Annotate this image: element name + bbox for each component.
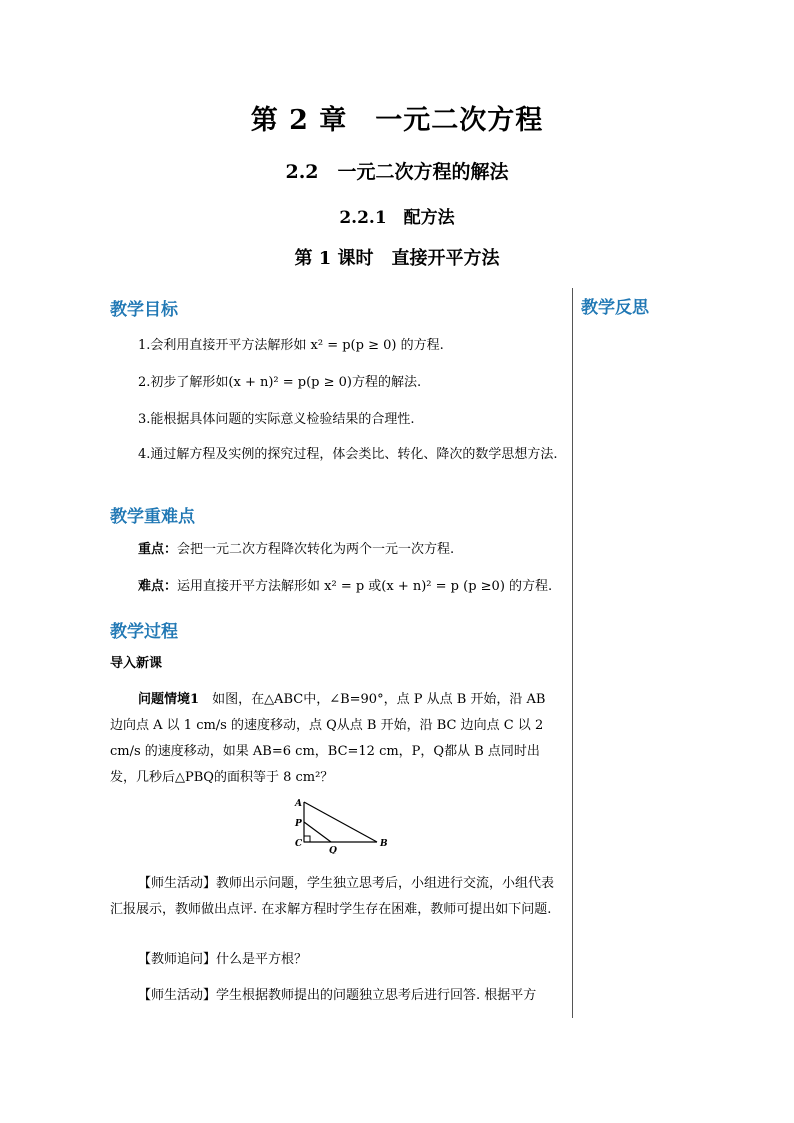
intro-title: 导入新课 [110,656,163,671]
key-points-heading: 教学重难点 [110,507,195,527]
label-c: C [295,839,303,849]
difficult-label: 难点： [138,579,178,594]
activity-1: 【师生活动】教师出示问题，学生独立思考后，小组进行交流，小组代表汇报展示，教师做出点评. 在求解方程时学生存在困难，教师可提出如下问题. [110,876,555,917]
process-heading: 教学过程 [110,622,178,642]
difficult-text: 运用直接开平方法解形如 x² = p 或(x + n)² = p (p ≥0) 的方程. [177,579,553,594]
goal-item-3: 3.能根据具体问题的实际意义检验结果的合理性. [138,412,415,427]
goal-item-1: 1.会利用直接开平方法解形如 x² = p(p ≥ 0) 的方程. [138,338,444,353]
label-b: B [380,839,388,849]
goals-heading: 教学目标 [110,300,178,320]
label-q: Q [329,846,337,854]
label-p: P [295,819,302,829]
problem-text: 如图，在△ABC中，∠B=90°，点 P 从点 B 开始，沿 AB 边向点 A 以 1 cm/s 的速度移动，点 Q从点 B 开始，沿 BC 边向点 C 以 2 cm/s 的速度移动，如果 AB=6 cm，BC=12 cm，P，Q都从 B 点同时出发，几秒后△PBQ的面积等于 8 cm²？ [110,692,546,785]
label-a: A [295,799,302,809]
problem-label: 问题情境1 [138,692,200,707]
key-point [110,537,562,563]
teacher-question: 【教师追问】什么是平方根？ [138,952,308,967]
goal-item-2: 2.初步了解形如(x + n)² = p(p ≥ 0)方程的解法. [138,375,422,390]
difficult-point [110,574,562,600]
triangle-figure [292,798,392,854]
main-column [110,288,572,1018]
lesson-title: 第 1 课时 直接开平方法 [294,248,500,269]
key-label: 重点： [138,542,178,557]
subsection-title: 2.2.1 配方法 [339,208,455,228]
reflection-heading: 教学反思 [581,298,649,318]
section-title: 2.2 一元二次方程的解法 [285,161,509,183]
problem-situation [110,687,562,791]
activity-2: 【师生活动】学生根据教师提出的问题独立思考后进行回答. 根据平方 [138,988,537,1003]
chapter-title: 第 2 章 一元二次方程 [250,105,544,136]
key-text: 会把一元二次方程降次转化为两个一元一次方程. [177,542,455,557]
goal-item-4: 4.通过解方程及实例的探究过程，体会类比、转化、降次的数学思想方法. [138,447,558,462]
column-divider [572,288,573,1018]
